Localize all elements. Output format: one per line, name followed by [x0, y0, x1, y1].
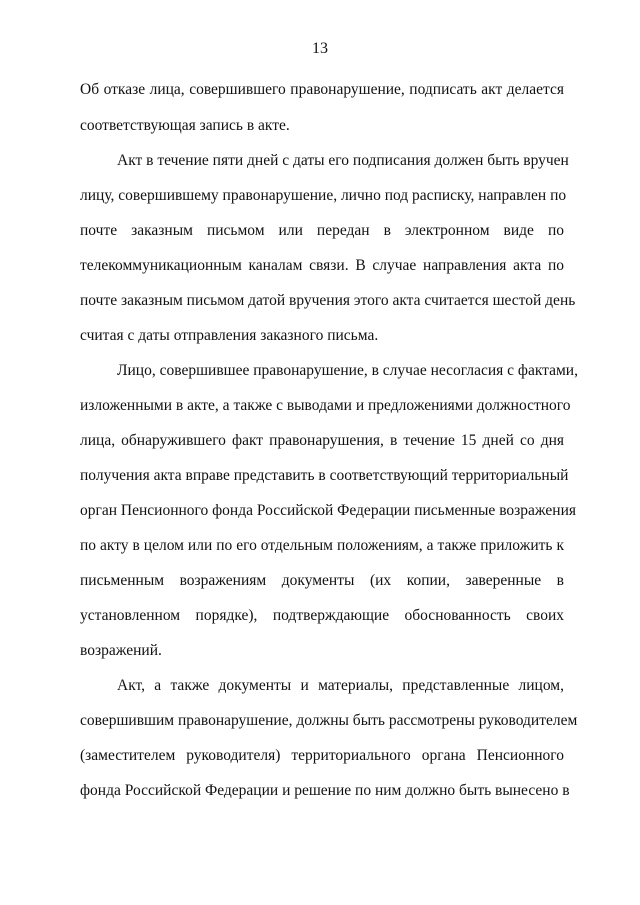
- text-line: возражений.: [80, 642, 162, 659]
- page-number: 13: [312, 40, 328, 57]
- text-line: почте заказным письмом или передан в электронном виде по: [80, 222, 564, 239]
- text-line: совершившим правонарушение, должны быть рассмотрены руководителем: [80, 712, 578, 729]
- text-line: Акт, а также документы и материалы, представленные лицом,: [117, 677, 564, 694]
- text-line: телекоммуникационным каналам связи. В случае направления акта по: [80, 257, 564, 274]
- text-line: считая с даты отправления заказного письма.: [80, 327, 379, 344]
- text-line: письменным возражениям документы (их копии, заверенные в: [80, 572, 564, 589]
- text-line: установленном порядке), подтверждающие обоснованность своих: [80, 607, 564, 624]
- text-line: орган Пенсионного фонда Российской Федерации письменные возражения: [80, 502, 577, 519]
- text-line: фонда Российской Федерации и решение по ним должно быть вынесено в: [80, 782, 570, 799]
- text-line: Акт в течение пяти дней с даты его подписания должен быть вручен: [117, 152, 569, 169]
- text-line: по акту в целом или по его отдельным положениям, а также приложить к: [80, 537, 564, 554]
- text-line: соответствующая запись в акте.: [80, 117, 290, 134]
- text-line: (заместителем руководителя) территориального органа Пенсионного: [80, 747, 564, 764]
- text-line: Лицо, совершившее правонарушение, в случае несогласия с фактами,: [117, 362, 578, 379]
- text-line: лица, обнаружившего факт правонарушения, в течение 15 дней со дня: [80, 432, 564, 449]
- text-line: почте заказным письмом датой вручения этого акта считается шестой день: [80, 292, 576, 309]
- text-line: получения акта вправе представить в соответствующий территориальный: [80, 467, 569, 484]
- text-line: изложенными в акте, а также с выводами и предложениями должностного: [80, 397, 571, 414]
- text-line: лицу, совершившему правонарушение, лично под расписку, направлен по: [80, 187, 567, 204]
- text-line: Об отказе лица, совершившего правонарушение, подписать акт делается: [80, 81, 564, 98]
